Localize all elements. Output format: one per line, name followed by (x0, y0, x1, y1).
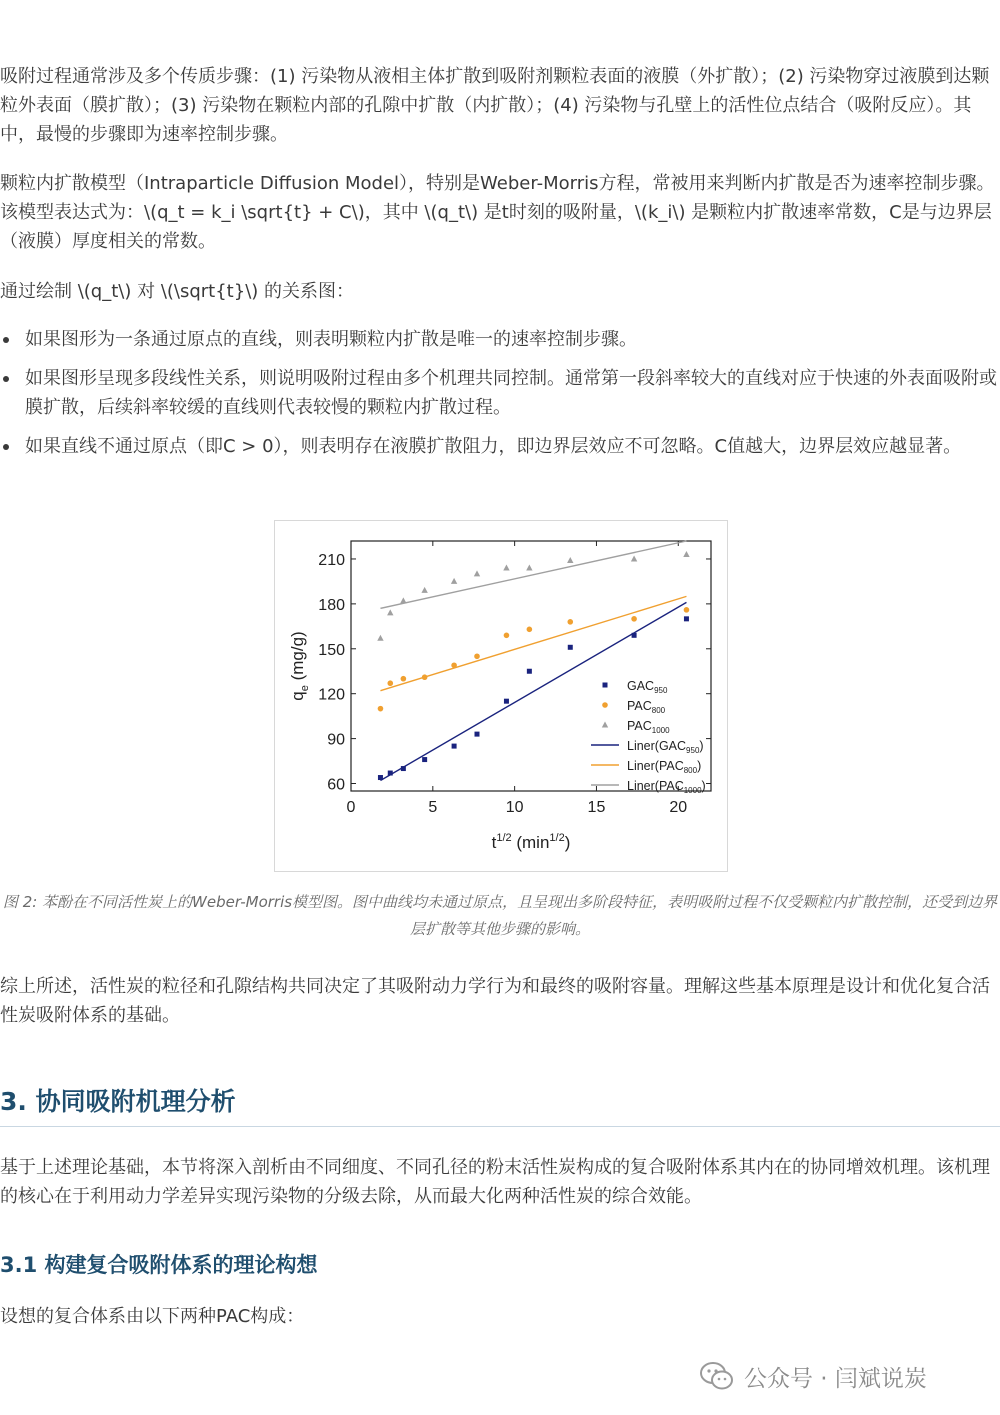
data-point (378, 706, 384, 712)
legend-label: $Liner(GAC_{950})$ (627, 739, 704, 755)
paragraph-intraparticle-model: 颗粒内扩散模型（Intraparticle Diffusion Model），特别是Weber-Morris方程，常被用来判断内扩散是否为速率控制步骤。该模型表达式为：\(q_t = k_i \sqrt{t} + C\)，其中 \(q_t\) 是t时刻的吸附量，\(k_i\) 是颗粒内扩散速率常数，C是与边界层（液膜）厚度相关的常数。 (0, 173, 995, 252)
data-point (451, 578, 457, 584)
bullet-dot (3, 444, 9, 450)
paragraph-summary: 综上所述，活性炭的粒径和孔隙结构共同决定了其吸附动力学行为和最终的吸附容量。理解这些基本原理是设计和优化复合活性炭吸附体系的基础。 (0, 976, 990, 1026)
data-point (567, 619, 573, 625)
weber-morris-chart (275, 521, 727, 871)
y-tick-label: 60 (327, 776, 345, 794)
x-tick-label: 15 (587, 799, 606, 816)
data-point (387, 609, 393, 615)
bullet-dot (3, 337, 9, 343)
data-point (401, 766, 406, 771)
section-heading: 3. 协同吸附机理分析 (0, 1087, 236, 1116)
legend-label: $Liner(PAC_{1000})$ (627, 779, 706, 795)
x-tick-label: 20 (669, 799, 688, 816)
data-point (378, 775, 383, 780)
data-point (683, 551, 689, 557)
bullet-item (0, 325, 1000, 354)
data-point (475, 732, 480, 737)
x-tick-label: 0 (346, 799, 356, 816)
wechat-icon (700, 1361, 734, 1391)
data-point (422, 757, 427, 762)
data-point (503, 564, 509, 570)
data-point (400, 597, 406, 603)
legend-marker (602, 702, 608, 708)
data-point (631, 616, 637, 622)
data-point (684, 616, 689, 621)
data-point (377, 635, 383, 641)
data-point (387, 680, 393, 686)
legend-label: $PAC_{800}$ (627, 699, 666, 715)
y-tick-label: 120 (318, 686, 345, 704)
data-point (632, 633, 637, 638)
data-point (504, 633, 510, 639)
bullet-text: 如果直线不通过原点（即C > 0），则表明存在液膜扩散阻力，即边界层效应不可忽略。C值越大，边界层效应越显著。 (25, 436, 962, 457)
data-point (388, 771, 393, 776)
y-tick-label: 90 (327, 731, 345, 749)
paragraph-composite: 设想的复合体系由以下两种PAC构成： (0, 1306, 305, 1327)
legend-marker (602, 722, 608, 728)
data-point (452, 744, 457, 749)
data-point (504, 699, 509, 704)
bullet-text: 如果图形呈现多段线性关系，则说明吸附过程由多个机理共同控制。通常第一段斜率较大的直线对应于快速的外表面吸附或膜扩散，后续斜率较缓的直线则代表较慢的颗粒内扩散过程。 (25, 368, 997, 418)
data-point (422, 674, 428, 680)
watermark-text: 公众号 · 闫斌说炭 (744, 1365, 927, 1392)
legend-label: $GAC_{950}$ (627, 679, 668, 695)
data-point (474, 570, 480, 576)
x-tick-label: 5 (428, 799, 438, 816)
y-tick-label: 210 (318, 551, 345, 569)
data-point (631, 555, 637, 561)
data-point (527, 669, 532, 674)
data-point (421, 587, 427, 593)
data-point (401, 676, 407, 682)
figure-weber-morris (274, 520, 728, 872)
legend-marker (603, 683, 608, 688)
bullet-dot (3, 376, 9, 382)
watermark (700, 1360, 927, 1392)
x-axis-label: $t^{1/2}$ $(\min^{1/2})$ (491, 832, 571, 852)
paragraph-synergy: 基于上述理论基础，本节将深入剖析由不同细度、不同孔径的粉末活性炭构成的复合吸附体系其内在的协同增效机理。该机理的核心在于利用动力学差异实现污染物的分级去除，从而最大化两种活性炭的综合效能。 (0, 1157, 990, 1207)
bullet-item (0, 364, 1000, 422)
data-point (684, 607, 690, 613)
heading-divider (0, 1126, 1000, 1127)
data-point (451, 662, 457, 668)
y-tick-label: 180 (318, 596, 345, 614)
bullet-item (0, 432, 1000, 461)
data-point (474, 653, 480, 659)
data-point (567, 557, 573, 563)
legend-label: $PAC_{1000}$ (627, 719, 670, 735)
legend-label: $Liner(PAC_{800})$ (627, 759, 702, 775)
data-point (526, 564, 532, 570)
subsection-heading: 3.1 构建复合吸附体系的理论构想 (0, 1253, 318, 1277)
data-point (527, 627, 533, 633)
y-axis-label: $q_e$ (mg/g) (288, 631, 311, 701)
bullet-text: 如果图形为一条通过原点的直线，则表明颗粒内扩散是唯一的速率控制步骤。 (25, 329, 637, 350)
paragraph-plot-intro: 通过绘制 \(q_t\) 对 \(\sqrt{t}\) 的关系图： (0, 281, 355, 302)
data-point (568, 645, 573, 650)
fit-line (380, 541, 686, 608)
figure-caption: 图 2: 苯酚在不同活性炭上的Weber-Morris模型图。图中曲线均未通过原点，且呈现出多阶段特征，表明吸附过程不仅受颗粒内扩散控制，还受到边界层扩散等其他步骤的影响。 (2, 893, 998, 938)
plot-frame (351, 541, 711, 791)
x-tick-label: 10 (505, 799, 524, 816)
paragraph-mass-transfer: 吸附过程通常涉及多个传质步骤：(1) 污染物从液相主体扩散到吸附剂颗粒表面的液膜（外扩散）；(2) 污染物穿过液膜到达颗粒外表面（膜扩散）；(3) 污染物在颗粒内部的孔隙中扩散（内扩散）；(4) 污染物与孔壁上的活性位点结合（吸附反应）。其中，最慢的步骤即为速率控制步骤。 (0, 66, 990, 145)
y-tick-label: 150 (318, 641, 345, 659)
